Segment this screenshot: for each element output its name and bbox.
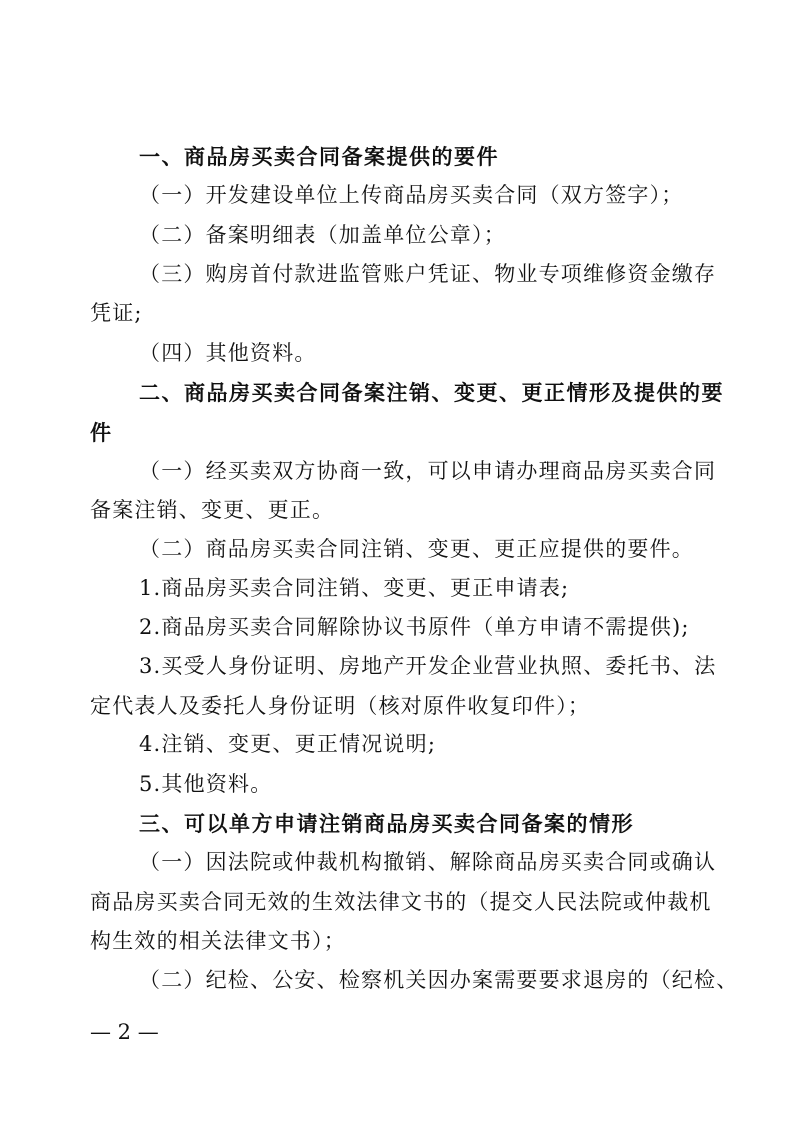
paragraph-line: （一）因法院或仲裁机构撤销、解除商品房买卖合同或确认 — [139, 850, 717, 874]
paragraph-line: 4.注销、变更、更正情况说明; — [139, 732, 437, 756]
paragraph-line: 5.其他资料。 — [139, 772, 273, 796]
paragraph-line: 1.商品房买卖合同注销、变更、更正申请表; — [139, 576, 570, 600]
paragraph-line: 构生效的相关法律文书）； — [90, 929, 346, 953]
paragraph-line: 定代表人及委托人身份证明（核对原件收复印件）； — [90, 694, 591, 718]
page-number: — 2 — — [90, 1020, 159, 1044]
paragraph-line: 凭证; — [90, 301, 143, 325]
section-heading-2-continued: 件 — [90, 421, 113, 445]
paragraph-line: （二）备案明细表（加盖单位公章）； — [139, 223, 506, 247]
paragraph-line: （一）经买卖双方协商一致，可以申请办理商品房买卖合同 — [139, 459, 717, 483]
paragraph-line: （二）纪检、公安、检察机关因办案需要要求退房的（纪检、 — [139, 968, 739, 992]
paragraph-line: （二）商品房买卖合同注销、变更、更正应提供的要件。 — [139, 537, 694, 561]
paragraph-line: 备案注销、变更、更正。 — [90, 498, 335, 522]
paragraph-line: 2.商品房买卖合同解除协议书原件（单方申请不需提供); — [139, 615, 690, 639]
paragraph-line: 商品房买卖合同无效的生效法律文书的（提交人民法院或仲裁机 — [90, 890, 712, 914]
paragraph-line: （三）购房首付款进监管账户凭证、物业专项维修资金缴存 — [139, 262, 717, 286]
paragraph-line: 3.买受人身份证明、房地产开发企业营业执照、委托书、法 — [139, 654, 717, 678]
section-heading-1: 一、商品房买卖合同备案提供的要件 — [139, 145, 499, 169]
section-heading-3: 三、可以单方申请注销商品房买卖合同备案的情形 — [139, 812, 634, 836]
section-heading-2: 二、商品房买卖合同备案注销、变更、更正情形及提供的要 — [139, 381, 724, 405]
paragraph-line: （一）开发建设单位上传商品房买卖合同（双方签字）； — [139, 183, 684, 207]
paragraph-line: （四）其他资料。 — [139, 341, 317, 365]
